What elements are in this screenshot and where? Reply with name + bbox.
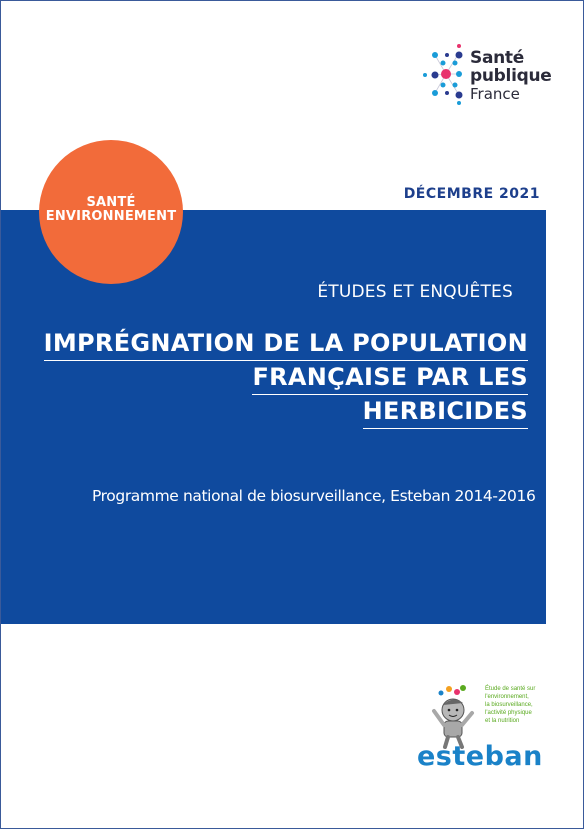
esteban-logo [411, 683, 551, 778]
title-line-3: HERBICIDES [363, 395, 528, 429]
sante-publique-france-logo [421, 41, 561, 111]
category-badge [39, 140, 183, 284]
child-juggling-icon [411, 683, 486, 749]
spf-line-3: France [470, 85, 520, 103]
category-line-2: ENVIRONNEMENT [45, 209, 177, 224]
title-line-1: IMPRÉGNATION DE LA POPULATION [44, 327, 528, 361]
title-line-2: FRANÇAISE PAR LES [252, 361, 528, 395]
spf-line-1: Santé [470, 48, 524, 68]
spf-line-2: publique [470, 66, 552, 86]
publication-date: DÉCEMBRE 2021 [403, 186, 540, 202]
esteban-caption-line: Étude de santé sur [485, 686, 536, 692]
esteban-caption-line: et la nutrition [485, 718, 520, 724]
category-line-1: SANTÉ [86, 195, 136, 210]
report-title [44, 327, 528, 429]
esteban-caption-line: la biosurveillance, [485, 702, 533, 708]
series-label: ÉTUDES ET ENQUÊTES [317, 282, 513, 302]
spf-wordmark [470, 49, 552, 103]
report-subtitle: Programme national de biosurveillance, Esteban 2014-2016 [92, 487, 536, 505]
network-dots-icon [421, 41, 471, 107]
esteban-caption-line: l'environnement, [485, 694, 529, 700]
esteban-caption-line: l'activité physique [485, 710, 532, 716]
esteban-caption [485, 685, 547, 725]
esteban-wordmark: esteban [417, 741, 543, 772]
